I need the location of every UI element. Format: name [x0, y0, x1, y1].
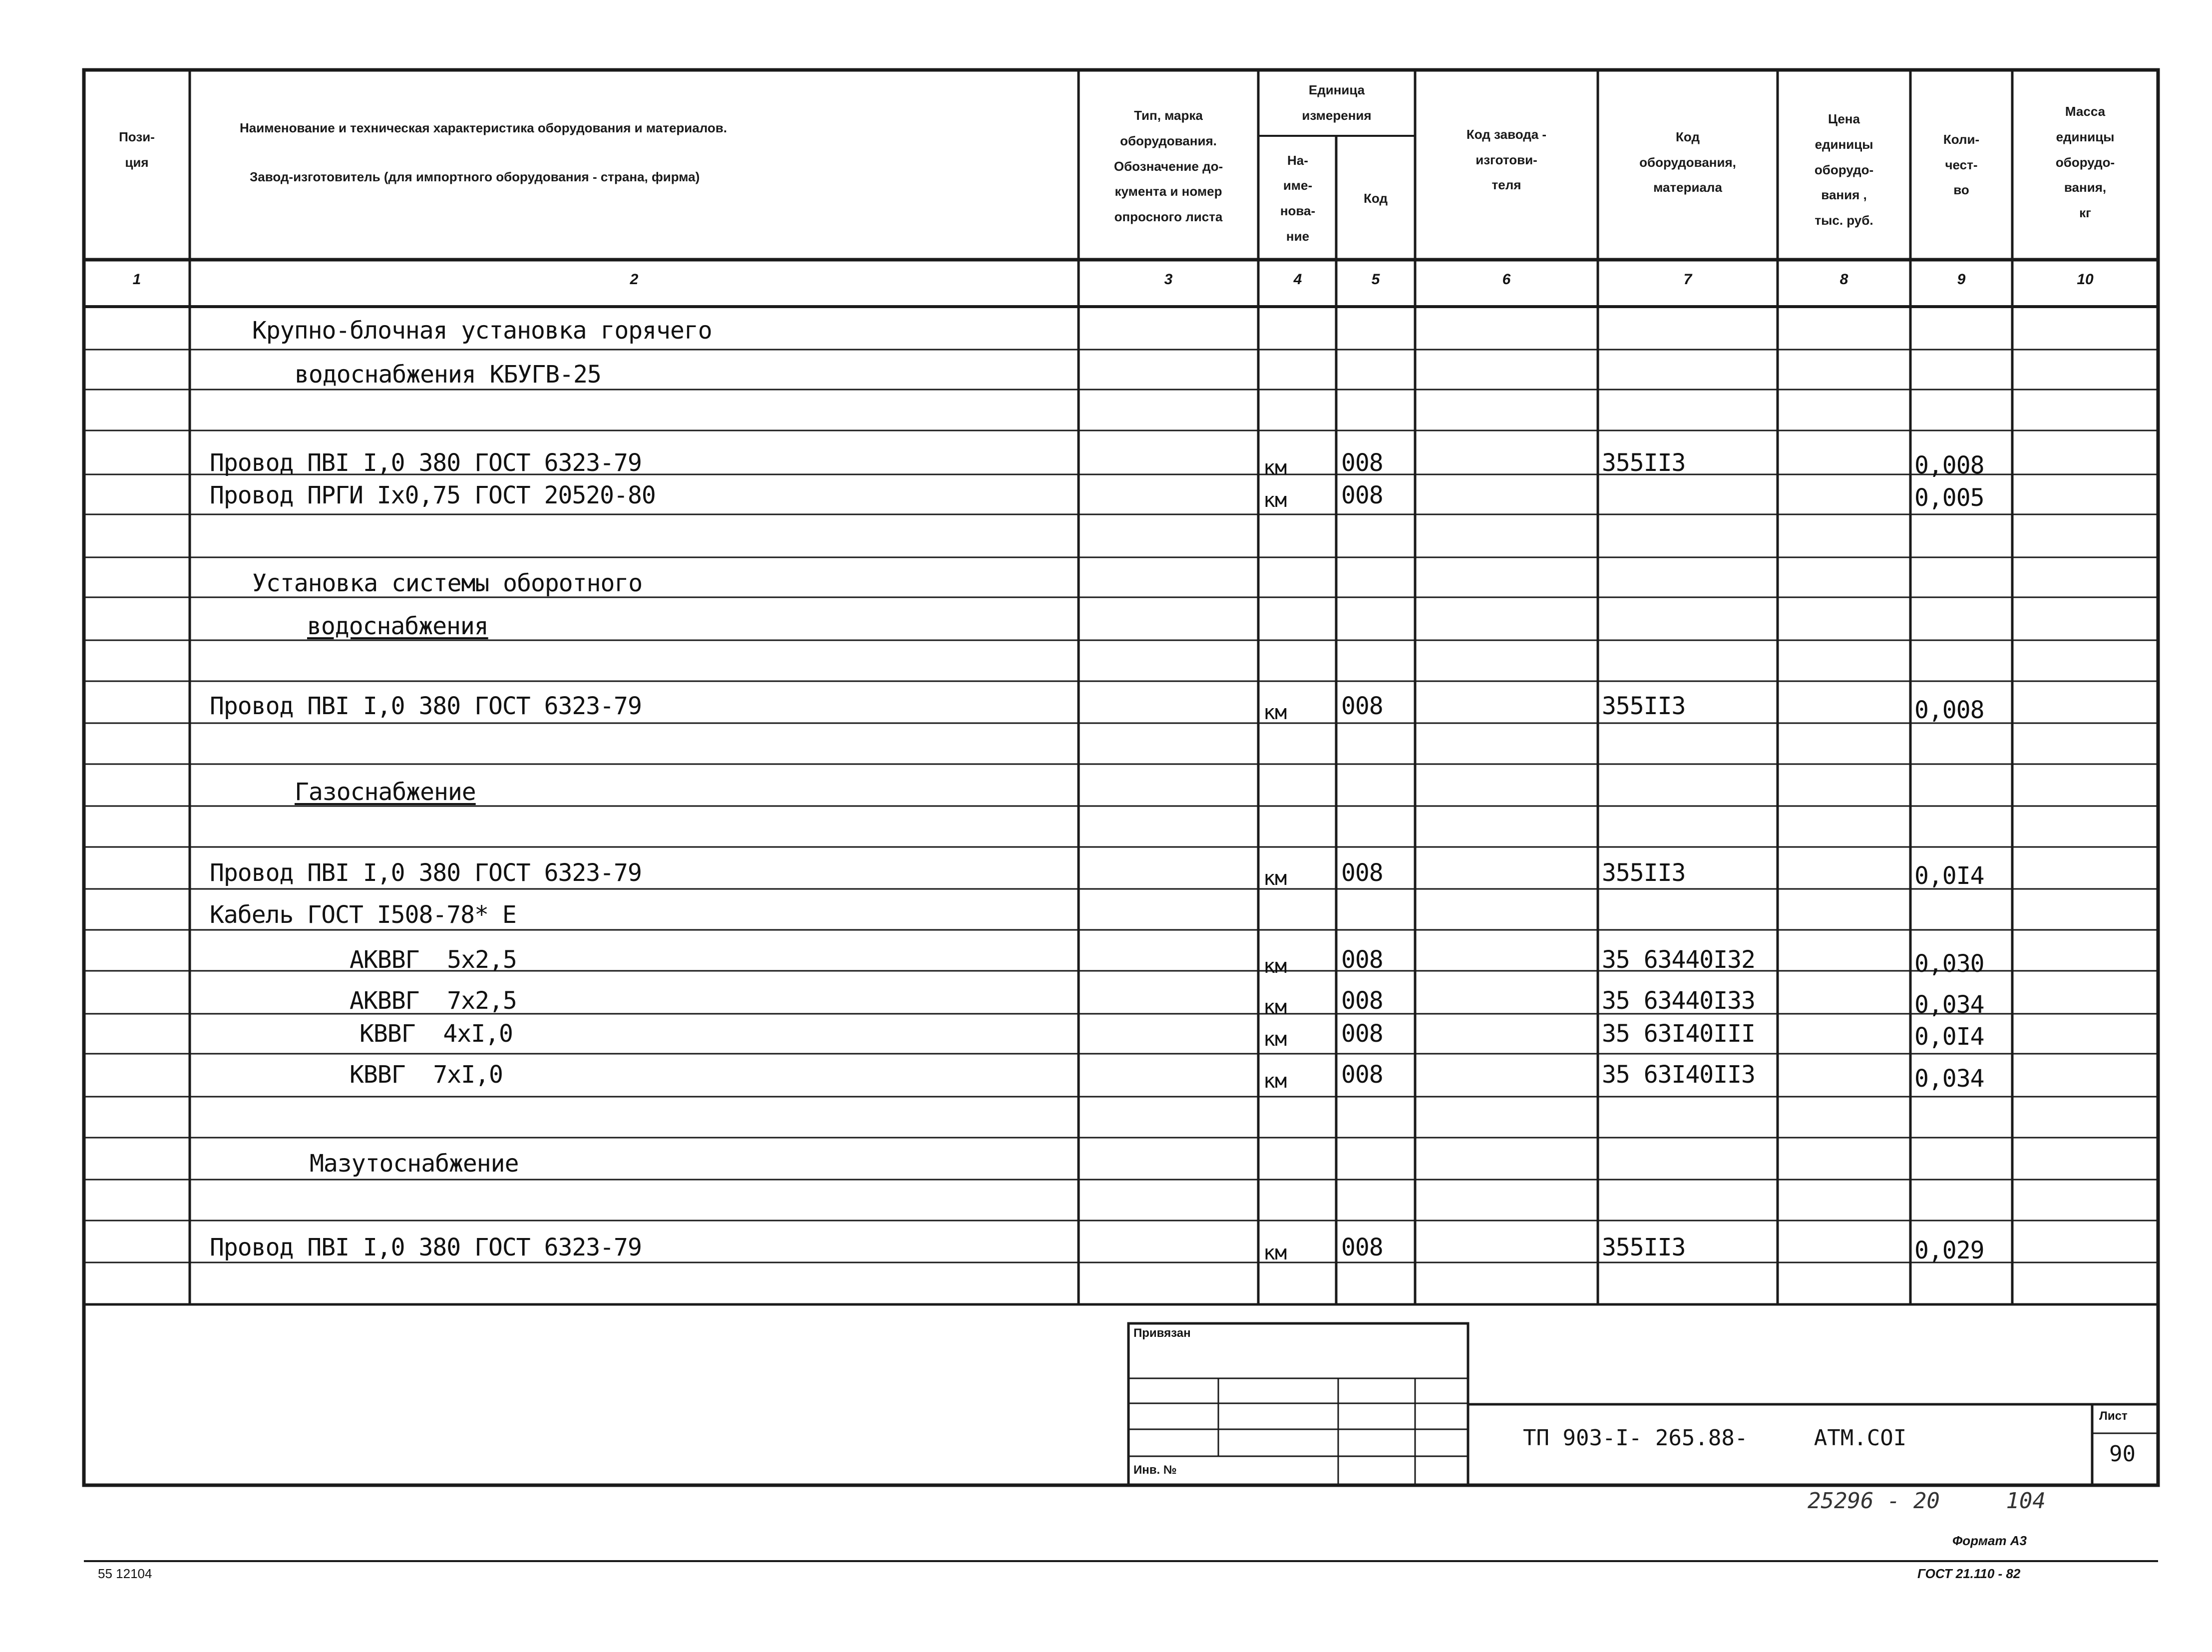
table-row-section-title: водоснабжения КБУГВ-25 [295, 361, 601, 389]
table-row-name: Провод ПРГИ Iх0,75 ГОСТ 20520-80 [210, 481, 656, 509]
col-number-2: 2 [630, 271, 639, 288]
table-row-quantity: 0,034 [1914, 1065, 1984, 1093]
table-row-unit: км [1263, 955, 1287, 978]
table-row-name: Провод ПВI I,0 380 ГОСТ 6323-79 [210, 692, 642, 720]
col-number-7: 7 [1683, 271, 1692, 288]
table-row-unit-code: 008 [1341, 692, 1383, 720]
col-number-4: 4 [1293, 271, 1302, 288]
format-label: Формат А3 [1952, 1533, 2027, 1548]
table-row-unit: км [1263, 867, 1287, 890]
table-row-unit: км [1263, 456, 1287, 479]
table-row-name: КВВГ 4хI,0 [360, 1020, 513, 1048]
table-row-unit-code: 008 [1341, 987, 1383, 1015]
table-row-quantity: 0,0I4 [1914, 1023, 1984, 1051]
table-row-code: 355II3 [1602, 449, 1686, 477]
sheet-number: 90 [2109, 1441, 2136, 1467]
header-unit-code: Код [1364, 190, 1388, 206]
col-number-10: 10 [2077, 271, 2094, 288]
header-price: Цена единицы оборудо- вания , тыс. руб. [1814, 111, 1874, 228]
table-row-code: 35 63440I33 [1602, 987, 1755, 1015]
table-row-code: 355II3 [1602, 859, 1686, 887]
table-row-name: Провод ПВI I,0 380 ГОСТ 6323-79 [210, 859, 642, 887]
table-row-quantity: 0,008 [1914, 696, 1984, 724]
table-row-section-title: водоснабжения [307, 612, 488, 640]
table-row-unit-code: 008 [1341, 1234, 1383, 1261]
header-maker-code: Код завода - изготови- теля [1466, 126, 1547, 193]
handwritten-number: 25296 - 20 104 [1808, 1488, 2046, 1514]
header-mass: Масса единицы оборудо- вания, кг [2055, 104, 2115, 221]
col-number-8: 8 [1840, 271, 1848, 288]
header-unit-name: На- име- нова- ние [1280, 152, 1316, 244]
table-row-section-title: Установка системы оборотного [252, 569, 643, 597]
header-name-line1: Наименование и техническая характеристика оборудования и материалов. [240, 120, 728, 135]
table-row-unit-code: 008 [1341, 946, 1383, 974]
table-row-quantity: 0,030 [1914, 950, 1984, 978]
table-row-section-title: Крупно-блочная установка горячего [252, 317, 712, 345]
table-row-code: 355II3 [1602, 1234, 1686, 1261]
header-quantity: Коли- чест- во [1943, 131, 1980, 198]
table-row-unit-code: 008 [1341, 449, 1383, 477]
table-row-quantity: 0,008 [1914, 451, 1984, 479]
table-row-name: КВВГ 7хI,0 [350, 1061, 503, 1089]
attached-label: Привязан [1133, 1326, 1191, 1340]
table-row-unit: км [1263, 1241, 1287, 1264]
table-row-unit: км [1263, 1070, 1287, 1093]
table-row-section-title: Газоснабжение [295, 778, 476, 806]
table-row-code: 35 63I40III [1602, 1020, 1755, 1048]
table-row-unit: км [1263, 701, 1287, 724]
gost-label: ГОСТ 21.110 - 82 [1917, 1566, 2021, 1581]
left-code: 55 12104 [98, 1566, 152, 1581]
table-row-quantity: 0,029 [1914, 1237, 1984, 1264]
table-row-unit: км [1263, 996, 1287, 1019]
table-row-unit-code: 008 [1341, 1061, 1383, 1089]
table-row-name: АКВВГ 5х2,5 [350, 946, 517, 974]
col-number-9: 9 [1957, 271, 1966, 288]
col-number-1: 1 [132, 271, 141, 288]
table-row-unit-code: 008 [1341, 481, 1383, 509]
sheet-label: Лист [2099, 1409, 2128, 1423]
table-row-name: АКВВГ 7х2,5 [350, 987, 517, 1015]
table-row-quantity: 0,034 [1914, 991, 1984, 1019]
col-number-5: 5 [1371, 271, 1380, 288]
table-row-code: 355II3 [1602, 692, 1686, 720]
table-row-code: 35 63I40II3 [1602, 1061, 1755, 1089]
table-row-unit: км [1263, 489, 1287, 512]
header-type: Тип, марка оборудования. Обозначение до- кумента и номер опросного листа [1113, 108, 1223, 225]
table-row-unit-code: 008 [1341, 859, 1383, 887]
table-row-quantity: 0,0I4 [1914, 862, 1984, 890]
header-material-code: Код оборудования, материала [1639, 129, 1736, 195]
table-row-quantity: 0,005 [1914, 484, 1984, 512]
table-row-unit: км [1263, 1028, 1287, 1051]
table-row-section-title: Мазутоснабжение [310, 1150, 519, 1178]
header-unit-group: Единица измерения [1302, 82, 1372, 123]
document-code: ТП 903-I- 265.88- АТМ.СОI [1523, 1425, 1907, 1451]
table-row-code: 35 63440I32 [1602, 946, 1755, 974]
col-number-6: 6 [1502, 271, 1511, 288]
table-row-name: Провод ПВI I,0 380 ГОСТ 6323-79 [210, 1234, 642, 1261]
inventory-label: Инв. № [1133, 1463, 1177, 1477]
table-row-unit-code: 008 [1341, 1020, 1383, 1048]
header-position: Пози- ция [119, 129, 155, 170]
header-name-line2: Завод-изготовитель (для импортного оборудования - страна, фирма) [250, 169, 700, 184]
table-row-name: Кабель ГОСТ I508-78* Е [210, 901, 516, 929]
table-row-name: Провод ПВI I,0 380 ГОСТ 6323-79 [210, 449, 642, 477]
col-number-3: 3 [1164, 271, 1173, 288]
